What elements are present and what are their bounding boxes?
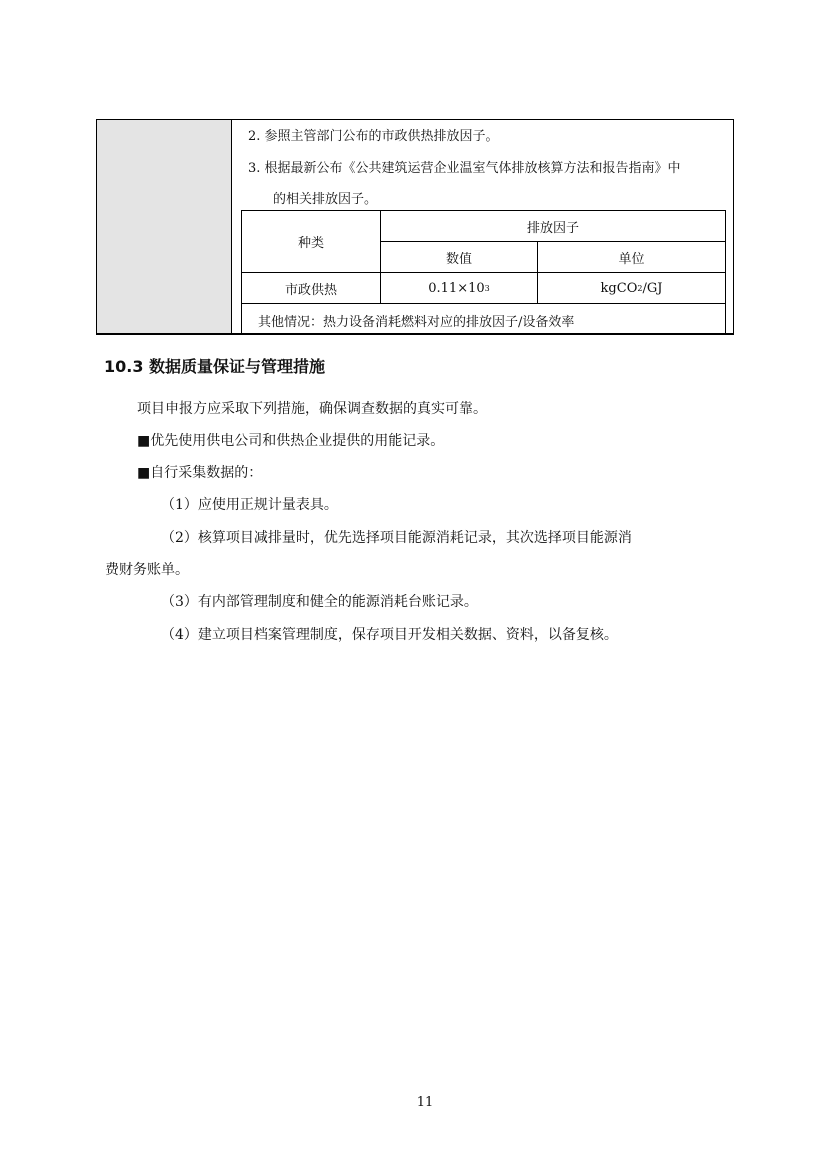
label-column (97, 120, 232, 333)
method-line-3: 3. 根据最新公布《公共建筑运营企业温室气体排放核算方法和报告指南》中 (248, 161, 681, 176)
header-type: 种类 (297, 236, 324, 251)
section-heading: 10.3 数据质量保证与管理措施 (104, 357, 326, 376)
row-value: 0.11×10 3 (428, 280, 490, 296)
header-unit: 单位 (618, 251, 645, 267)
list-item: （1）应使用正规计量表具。 (161, 497, 338, 513)
emission-factor-table (241, 210, 726, 333)
paragraph: 项目申报方应采取下列措施，确保调查数据的真实可靠。 (137, 401, 487, 417)
page-number: 11 (416, 1095, 434, 1110)
list-item-cont: 费财务账单。 (105, 562, 189, 578)
list-item: （3）有内部管理制度和健全的能源消耗台账记录。 (161, 594, 478, 610)
list-item: （4）建立项目档案管理制度，保存项目开发相关数据、资料，以备复核。 (161, 627, 618, 643)
header-value: 数值 (445, 251, 472, 267)
row-type: 市政供热 (284, 282, 337, 298)
bullet-item: ■优先使用供电公司和供热企业提供的用能记录。 (137, 433, 445, 449)
other-note: 其他情况：热力设备消耗燃料对应的排放因子/设备效率 (258, 315, 575, 330)
method-line-2: 2. 参照主管部门公布的市政供热排放因子。 (248, 129, 499, 144)
bullet-item: ■自行采集数据的： (137, 465, 263, 481)
method-line-3-cont: 的相关排放因子。 (273, 192, 378, 207)
row-unit: kgCO 2 /GJ (600, 280, 663, 296)
list-item: （2）核算项目减排量时，优先选择项目能源消耗记录，其次选择项目能源消 (161, 530, 632, 546)
header-emission-factor: 排放因子 (526, 220, 579, 236)
method-table (96, 119, 734, 335)
